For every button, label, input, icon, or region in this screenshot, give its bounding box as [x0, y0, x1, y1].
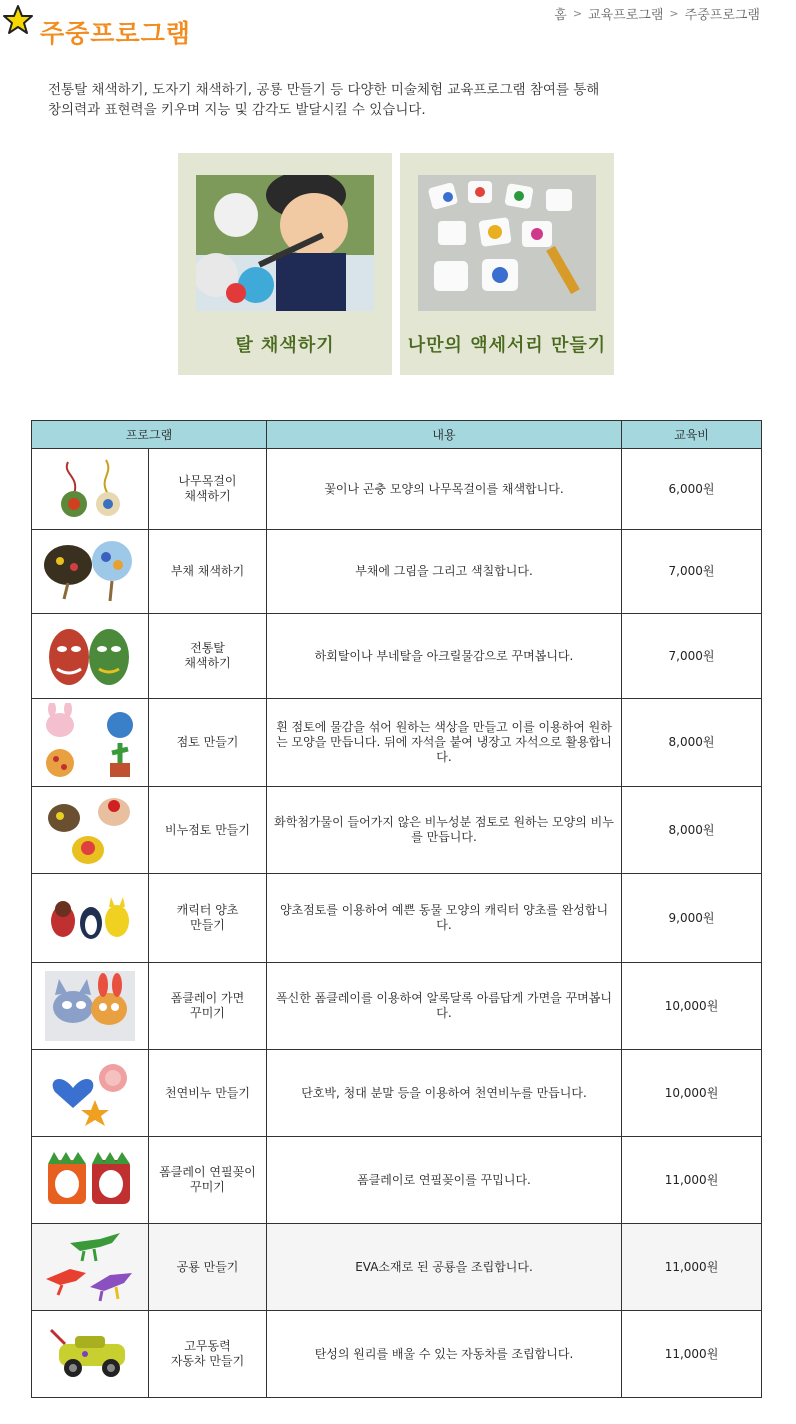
program-thumbnail: [32, 787, 149, 874]
accessory-photo: [418, 175, 596, 311]
table-header-row: [32, 421, 762, 449]
program-name: 천연비누 만들기: [149, 1050, 267, 1137]
program-content: 탄성의 원리를 배울 수 있는 자동차를 조립합니다.: [267, 1311, 622, 1398]
program-name: 캐릭터 양초 만들기: [149, 874, 267, 963]
table-row: [32, 963, 762, 1050]
program-content: 화학첨가물이 들어가지 않은 비누성분 점토로 원하는 모양의 비누를 만듭니다.: [267, 787, 622, 874]
rubber-car-icon: [45, 1324, 135, 1384]
program-name: 전통탈 채색하기: [149, 614, 267, 699]
dinosaur-icon: [40, 1229, 140, 1305]
table-row: [32, 1050, 762, 1137]
program-name: 비누점토 만들기: [149, 787, 267, 874]
program-content: 하회탈이나 부네탈을 아크릴물감으로 꾸며봅니다.: [267, 614, 622, 699]
table-row: [32, 699, 762, 787]
program-thumbnail: [32, 449, 149, 530]
program-thumbnail: [32, 1311, 149, 1398]
table-row: [32, 1137, 762, 1224]
program-name: 공룡 만들기: [149, 1224, 267, 1311]
page-title: 주중프로그램: [40, 19, 191, 48]
traditional-mask-icon: [45, 621, 135, 691]
photo-caption: 탈 채색하기: [235, 335, 335, 356]
program-thumbnail: [32, 1137, 149, 1224]
intro-line-1: 전통탈 채색하기, 도자기 채색하기, 공룡 만들기 등 다양한 미술체험 교육프로그램 참여를 통해: [48, 82, 600, 98]
program-thumbnail: [32, 1224, 149, 1311]
program-fee: 7,000원: [622, 614, 762, 699]
natural-soap-icon: [45, 1058, 135, 1128]
intro-line-2: 창의력과 표현력을 키우며 지능 및 감각도 발달시킬 수 있습니다.: [48, 102, 426, 118]
breadcrumb-education[interactable]: 교육프로그램: [588, 8, 664, 23]
star-icon: [2, 4, 34, 36]
program-thumbnail: [32, 1050, 149, 1137]
program-thumbnail: [32, 614, 149, 699]
chevron-right-icon: >: [572, 7, 583, 20]
program-name: 나무목걸이 채색하기: [149, 449, 267, 530]
character-candle-icon: [45, 893, 135, 943]
mask-painting-photo: [196, 175, 374, 311]
program-fee: 8,000원: [622, 787, 762, 874]
breadcrumb-home[interactable]: 홈: [554, 8, 567, 23]
table-row: [32, 1311, 762, 1398]
program-fee: 10,000원: [622, 1050, 762, 1137]
wooden-necklace-icon: [50, 454, 130, 524]
clay-figures-icon: [40, 703, 140, 783]
program-content: 꽃이나 곤충 모양의 나무목걸이를 채색합니다.: [267, 449, 622, 530]
photo-caption: 나만의 액세서리 만들기: [407, 335, 607, 356]
program-content: 흰 점토에 물감을 섞어 원하는 색상을 만들고 이를 이용하여 원하는 모양을 만듭니다. 뒤에 자석을 붙여 냉장고 자석으로 활용합니다.: [267, 699, 622, 787]
header-fee: 교육비: [622, 421, 762, 449]
photo-mask-painting: [178, 153, 392, 375]
program-content: 폭신한 폼클레이를 이용하여 알록달록 아름답게 가면을 꾸며봅니다.: [267, 963, 622, 1050]
program-content: 부채에 그림을 그리고 색칠합니다.: [267, 530, 622, 614]
program-content: 폼클레이로 연필꽂이를 꾸밉니다.: [267, 1137, 622, 1224]
program-fee: 9,000원: [622, 874, 762, 963]
program-fee: 11,000원: [622, 1311, 762, 1398]
breadcrumb-current[interactable]: 주중프로그램: [684, 8, 760, 23]
table-row: [32, 530, 762, 614]
program-thumbnail: [32, 530, 149, 614]
program-fee: 11,000원: [622, 1137, 762, 1224]
program-name: 고무동력 자동차 만들기: [149, 1311, 267, 1398]
program-name: 점토 만들기: [149, 699, 267, 787]
table-row: [32, 874, 762, 963]
program-name: 부채 채색하기: [149, 530, 267, 614]
program-fee: 11,000원: [622, 1224, 762, 1311]
chevron-right-icon: >: [669, 7, 679, 20]
intro-text: [48, 80, 748, 120]
header-content: 내용: [267, 421, 622, 449]
program-table: [31, 420, 762, 1398]
fan-icon: [40, 537, 140, 607]
breadcrumb: [554, 4, 760, 23]
table-row: [32, 787, 762, 874]
program-fee: 10,000원: [622, 963, 762, 1050]
photo-accessory-making: [400, 153, 614, 375]
program-content: EVA소재로 된 공룡을 조립합니다.: [267, 1224, 622, 1311]
program-thumbnail: [32, 874, 149, 963]
table-row: [32, 1224, 762, 1311]
table-row: [32, 449, 762, 530]
program-name: 폼클레이 가면 꾸미기: [149, 963, 267, 1050]
header-program: 프로그램: [32, 421, 267, 449]
program-thumbnail: [32, 699, 149, 787]
pencil-holder-icon: [44, 1150, 136, 1210]
program-fee: 8,000원: [622, 699, 762, 787]
program-fee: 6,000원: [622, 449, 762, 530]
soap-clay-icon: [40, 790, 140, 870]
program-thumbnail: [32, 963, 149, 1050]
table-row: [32, 614, 762, 699]
program-fee: 7,000원: [622, 530, 762, 614]
program-content: 단호박, 청대 분말 등을 이용하여 천연비누를 만듭니다.: [267, 1050, 622, 1137]
foam-clay-mask-icon: [45, 971, 135, 1041]
program-name: 폼클레이 연필꽂이 꾸미기: [149, 1137, 267, 1224]
program-content: 양초점토를 이용하여 예쁜 동물 모양의 캐릭터 양초를 완성합니다.: [267, 874, 622, 963]
